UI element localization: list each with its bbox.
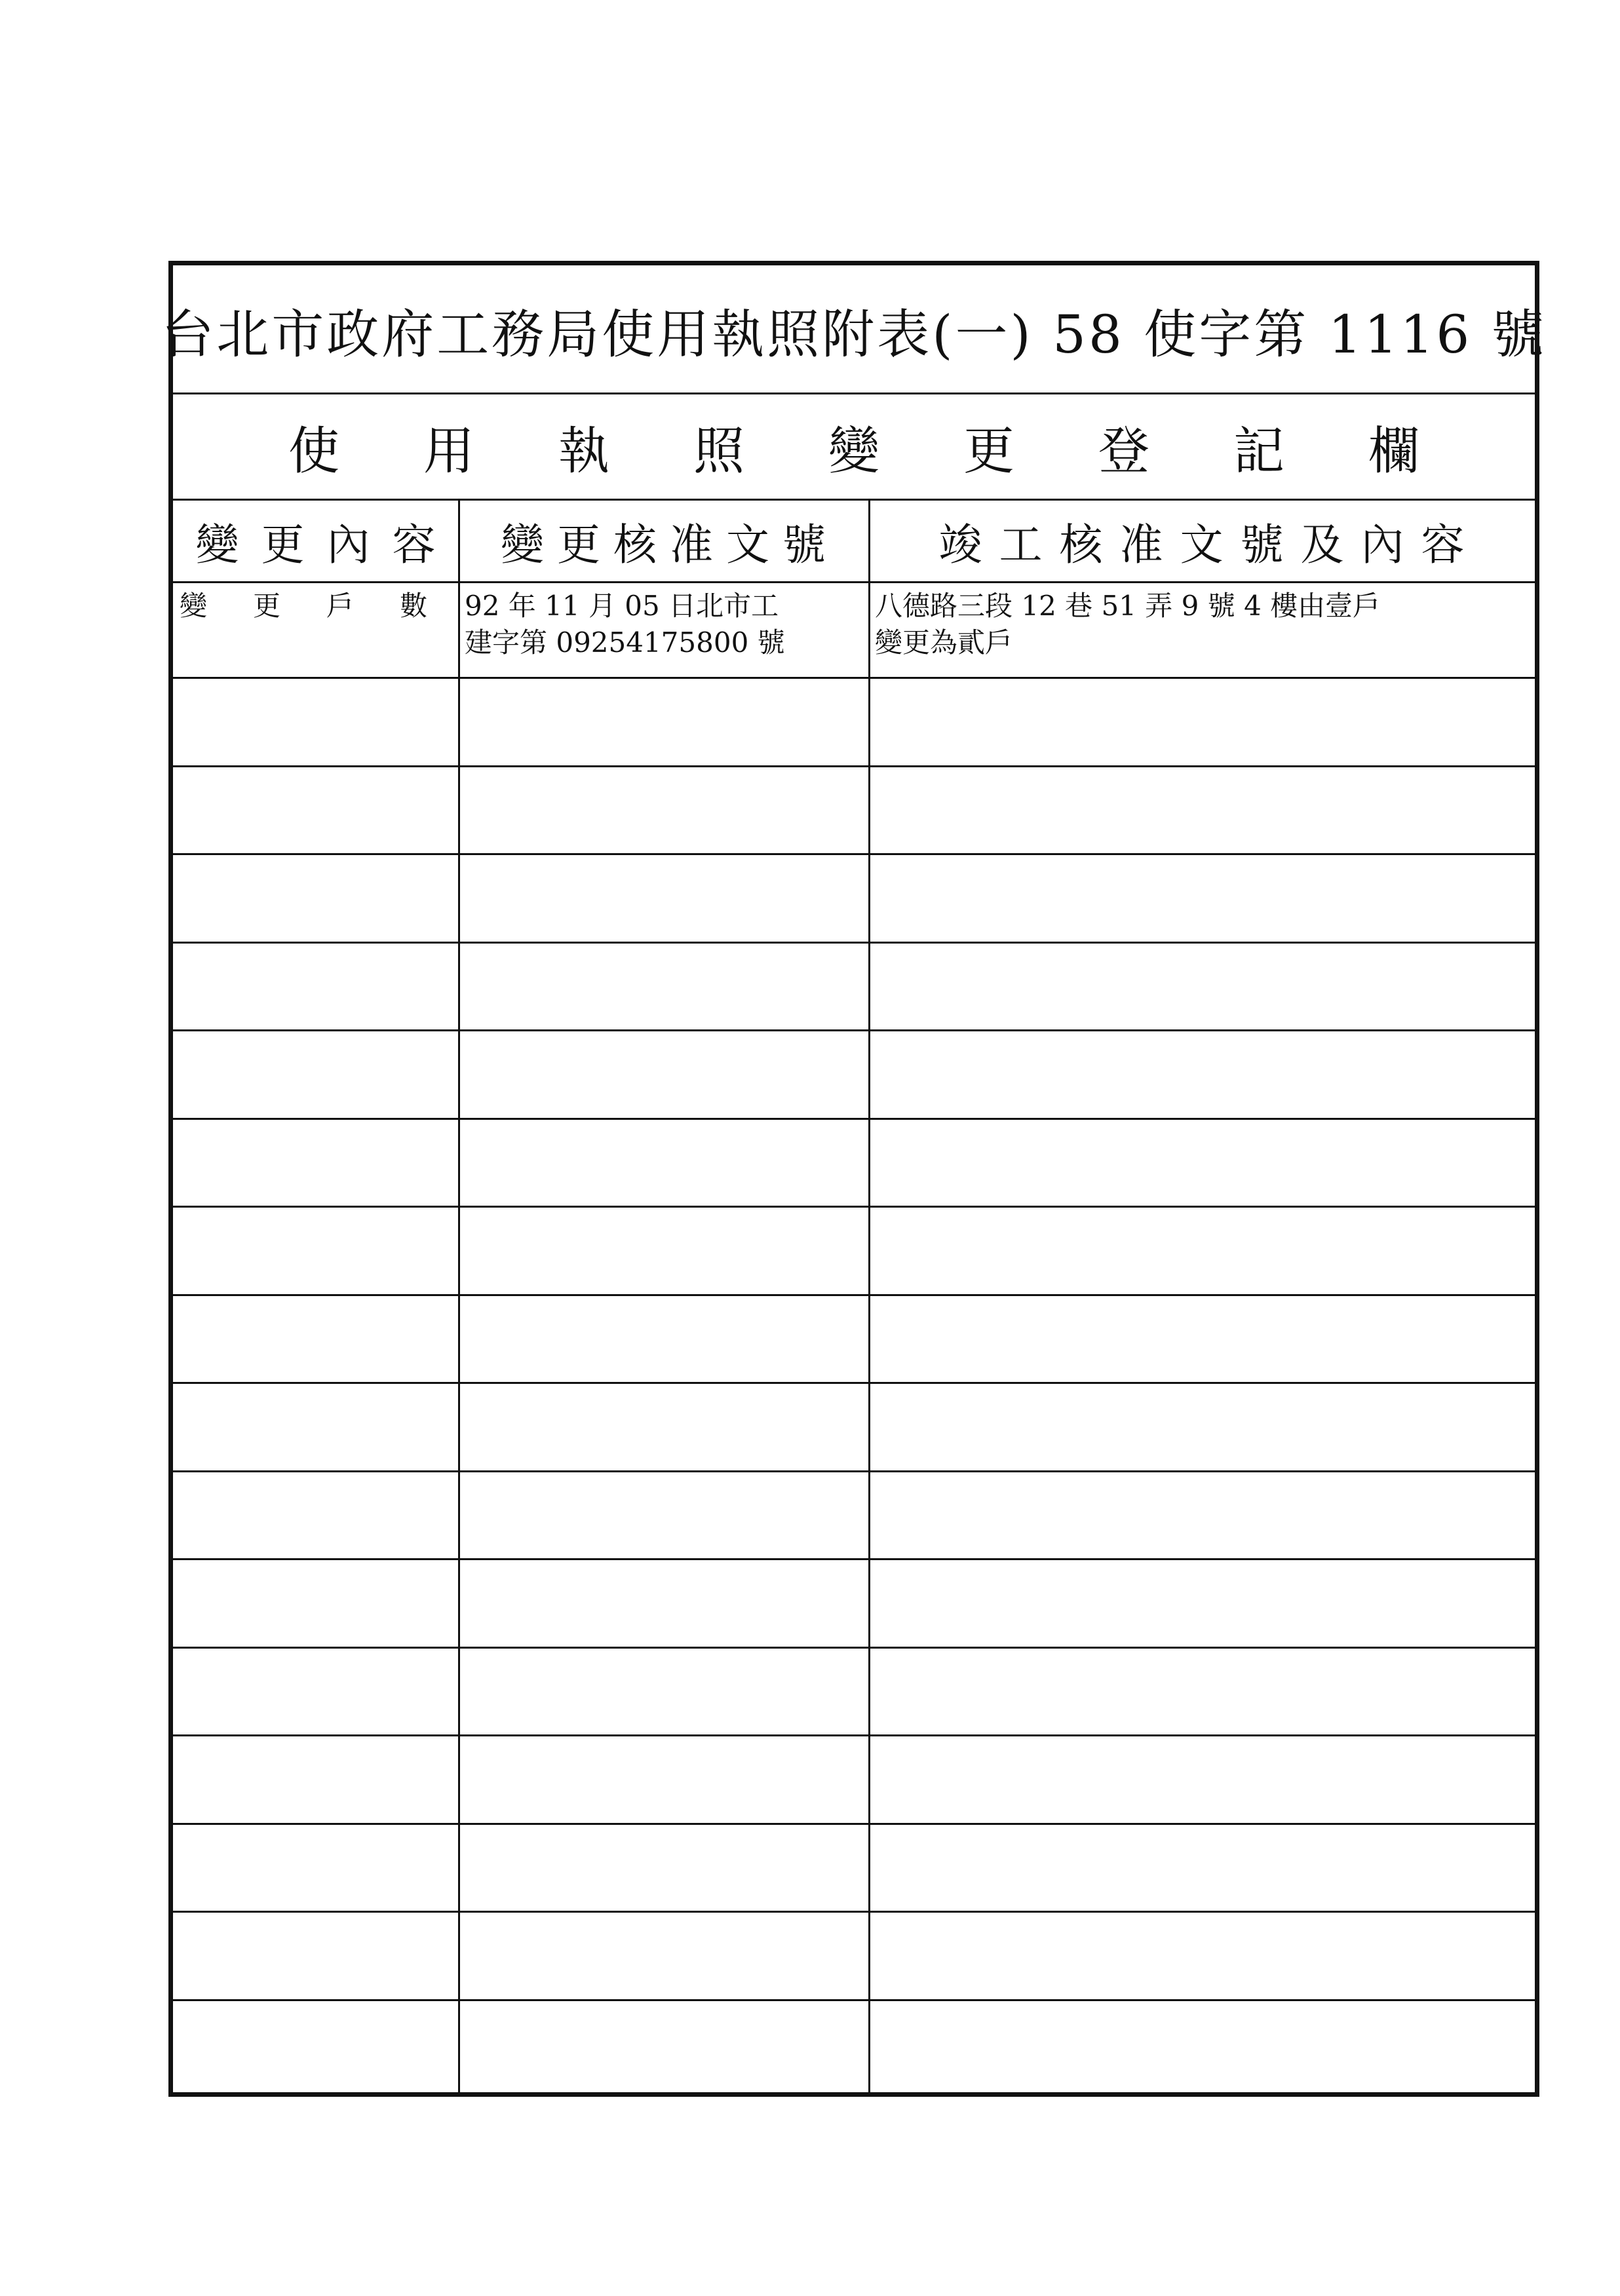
- table-row-line: [173, 1558, 1535, 1560]
- license-change-form: [161, 261, 1547, 2097]
- form-title: [161, 265, 1547, 394]
- cell-text: 變更戶數: [180, 590, 474, 622]
- column-divider: [868, 500, 870, 2092]
- cell-text-line-2: 建字第 09254175800 號: [465, 626, 785, 659]
- table-row-line: [173, 942, 1535, 944]
- table-row-line: [173, 1999, 1535, 2001]
- table-row-line: [173, 1118, 1535, 1120]
- cell-completion: [875, 588, 1530, 661]
- divider: [173, 581, 1535, 583]
- table-row-line: [173, 1823, 1535, 1825]
- cell-text-line-2: 變更為貳戶: [875, 626, 1013, 659]
- table-row-line: [173, 765, 1535, 767]
- table-row-line: [173, 1470, 1535, 1472]
- column-header-completion: 竣工核准文號及內容: [938, 519, 1482, 570]
- form-title-text: 台北市政府工務局使用執照附表(一) 58 使字第 1116 號: [161, 303, 1547, 365]
- cell-text-line-1: 92 年 11 月 05 日北市工: [465, 590, 779, 622]
- table-row-line: [173, 1382, 1535, 1384]
- cell-text-line-1: 八德路三段 12 巷 51 弄 9 號 4 樓由壹戶: [875, 590, 1381, 622]
- column-header-change-content: 變更內容: [195, 519, 458, 570]
- table-row-line: [173, 1029, 1535, 1031]
- table-row-line: [173, 1911, 1535, 1913]
- table-row-line: [173, 677, 1535, 679]
- form-subtitle: [173, 394, 1535, 500]
- table-row-line: [173, 1647, 1535, 1649]
- form-subtitle-text: 使用執照變更登記欄: [288, 422, 1503, 481]
- cell-approval-no: [465, 588, 864, 661]
- column-divider: [458, 500, 460, 2092]
- table-row-line: [173, 1206, 1535, 1208]
- table-row-line: [173, 853, 1535, 855]
- table-row-line: [173, 1294, 1535, 1296]
- table-row-line: [173, 1734, 1535, 1736]
- column-header-approval-no: 變更核准文號: [501, 519, 839, 570]
- cell-change-content: [180, 588, 474, 624]
